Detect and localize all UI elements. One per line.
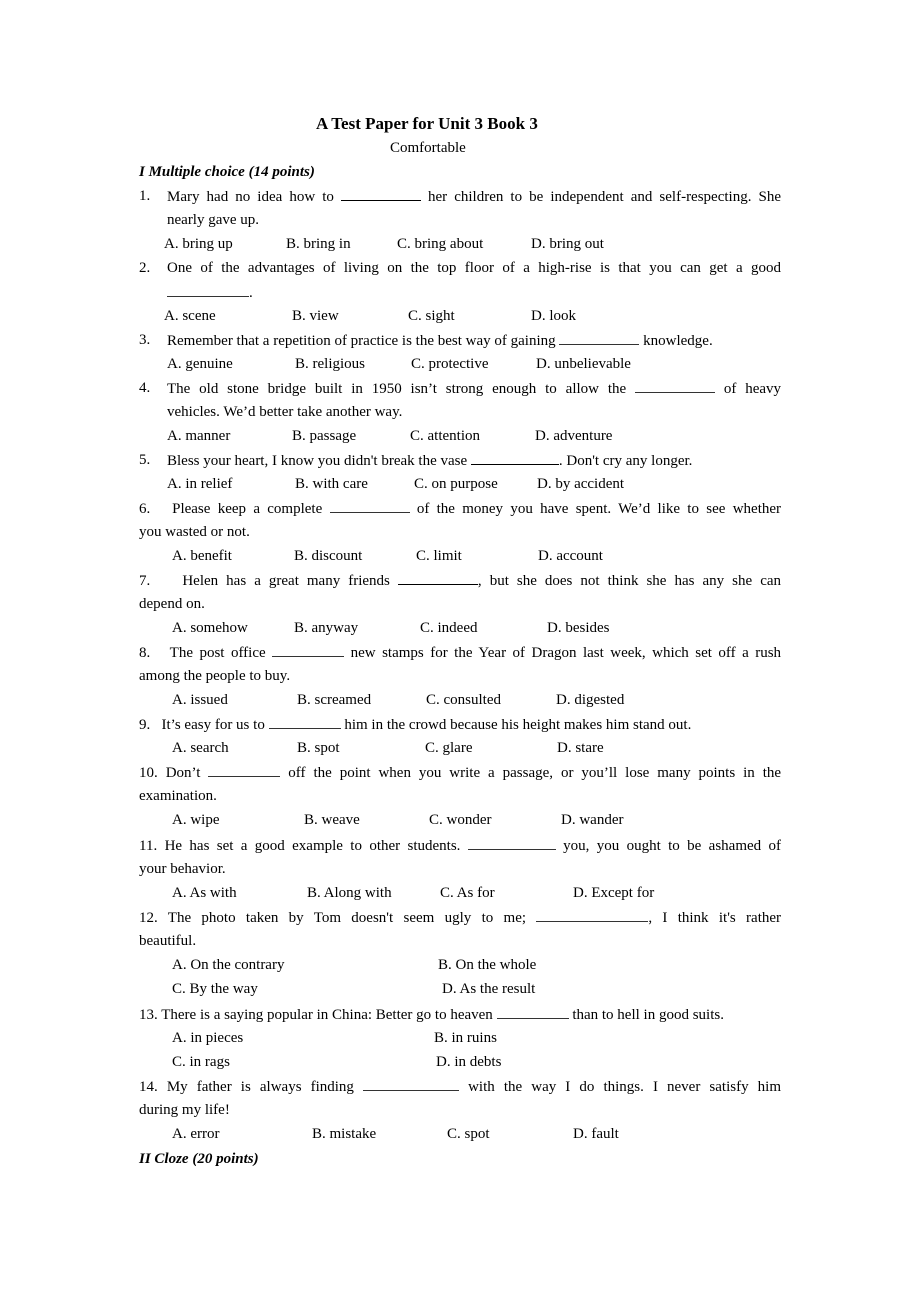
answer-blank [341,187,421,201]
option-a: A. benefit [172,548,232,564]
option-c: C. bring about [397,236,484,252]
answer-blank [559,331,639,345]
document-title: A Test Paper for Unit 3 Book 3 [316,114,538,133]
question-7-text: 7. Helen has a great many friends , but she does not think she has any she can [139,573,782,589]
option-d: D. account [538,548,603,564]
option-d: D. bring out [531,236,604,252]
question-13-text: 13. There is a saying popular in China: Better go to heaven than to hell in good suits. [139,1007,724,1023]
option-b: B. view [292,308,339,324]
answer-blank [497,1005,569,1019]
question-2-continuation: . [167,283,253,302]
question-8-continuation: among the people to buy. [139,668,291,684]
question-1-text: Mary had no idea how to her children to be independent and self-respecting. She [167,189,782,205]
option-c: C. indeed [420,620,478,636]
option-d: D. As the result [442,981,536,997]
option-b: B. weave [304,812,360,828]
option-b: B. Along with [307,885,392,901]
option-d: D. look [531,308,576,324]
option-d: D. in debts [436,1054,502,1070]
question-number: 4. [139,380,151,396]
option-b: B. with care [295,476,368,492]
answer-blank [272,643,344,657]
question-14-text: 14. My father is always finding with the way I do things. I never satisfy him [139,1079,781,1095]
option-c: C. glare [425,740,473,756]
question-10-continuation: examination. [139,788,217,804]
option-a: A. in relief [167,476,233,492]
section-heading-multiple-choice: I Multiple choice (14 points) [139,164,315,180]
option-c: C. consulted [426,692,501,708]
answer-blank [536,908,648,922]
option-c: C. spot [447,1126,490,1142]
option-c: C. sight [408,308,455,324]
option-a: A. scene [164,308,216,324]
answer-blank [269,715,341,729]
answer-blank [635,379,715,393]
option-c: C. As for [440,885,495,901]
option-c: C. wonder [429,812,492,828]
option-b: B. in ruins [434,1030,497,1046]
question-5-text: Bless your heart, I know you didn't break the vase . Don't cry any longer. [167,453,693,469]
option-a: A. bring up [164,236,233,252]
question-number: 5. [139,452,151,468]
option-d: D. by accident [537,476,625,492]
answer-blank [468,836,556,850]
option-b: B. religious [295,356,365,372]
option-c: C. on purpose [414,476,498,492]
question-9-text: 9. It’s easy for us to him in the crowd because his height makes him stand out. [139,717,692,733]
option-d: D. unbelievable [536,356,631,372]
question-12-text: 12. The photo taken by Tom doesn't seem ugly to me; , I think it's rather [139,910,782,926]
question-4-continuation: vehicles. We’d better take another way. [167,404,403,420]
option-b: B. passage [292,428,357,444]
option-c: C. limit [416,548,462,564]
document-subtitle: Comfortable [390,140,466,156]
question-1-continuation: nearly gave up. [167,212,260,228]
answer-blank [167,283,249,297]
option-a: A. manner [167,428,231,444]
question-6-text: 6. Please keep a complete of the money you have spent. We’d like to see whether [139,501,782,517]
option-d: D. stare [557,740,604,756]
option-a: A. search [172,740,229,756]
option-a: A. wipe [172,812,220,828]
option-a: A. issued [172,692,228,708]
option-d: D. besides [547,620,610,636]
option-a: A. error [172,1126,220,1142]
option-d: D. fault [573,1126,619,1142]
question-6-continuation: you wasted or not. [139,524,250,540]
option-b: B. bring in [286,236,351,252]
answer-blank [330,499,410,513]
option-c: C. in rags [172,1054,230,1070]
option-d: D. digested [556,692,625,708]
option-a: A. somehow [172,620,248,636]
option-b: B. discount [294,548,363,564]
question-8-text: 8. The post office new stamps for the Year of Dragon last week, which set off a rush [139,645,782,661]
question-14-continuation: during my life! [139,1102,230,1118]
answer-blank [208,763,280,777]
option-b: B. screamed [297,692,372,708]
option-b: B. On the whole [438,957,537,973]
question-3-text: Remember that a repetition of practice is the best way of gaining knowledge. [167,333,713,349]
option-a: A. On the contrary [172,957,285,973]
option-d: D. adventure [535,428,613,444]
question-number: 2. [139,260,151,276]
answer-blank [363,1077,459,1091]
option-d: D. wander [561,812,624,828]
question-10-text: 10. Don’t off the point when you write a passage, or you’ll lose many points in the [139,765,782,781]
option-a: A. As with [172,885,237,901]
question-11-continuation: your behavior. [139,861,226,877]
option-a: A. genuine [167,356,233,372]
question-12-continuation: beautiful. [139,933,197,949]
option-b: B. mistake [312,1126,377,1142]
question-7-continuation: depend on. [139,596,205,612]
section-heading-cloze: II Cloze (20 points) [139,1151,259,1167]
option-c: C. attention [410,428,480,444]
question-4-text: The old stone bridge built in 1950 isn’t strong enough to allow the of heavy [167,381,782,397]
question-2-text: One of the advantages of living on the top floor of a high-rise is that you can get a good [167,260,781,276]
option-c: C. By the way [172,981,258,997]
option-b: B. anyway [294,620,359,636]
option-c: C. protective [411,356,489,372]
question-11-text: 11. He has set a good example to other students. you, you ought to be ashamed of [139,838,782,854]
question-number: 1. [139,188,151,204]
option-b: B. spot [297,740,340,756]
option-a: A. in pieces [172,1030,244,1046]
question-number: 3. [139,332,151,348]
option-d: D. Except for [573,885,655,901]
answer-blank [398,571,478,585]
answer-blank [471,451,559,465]
